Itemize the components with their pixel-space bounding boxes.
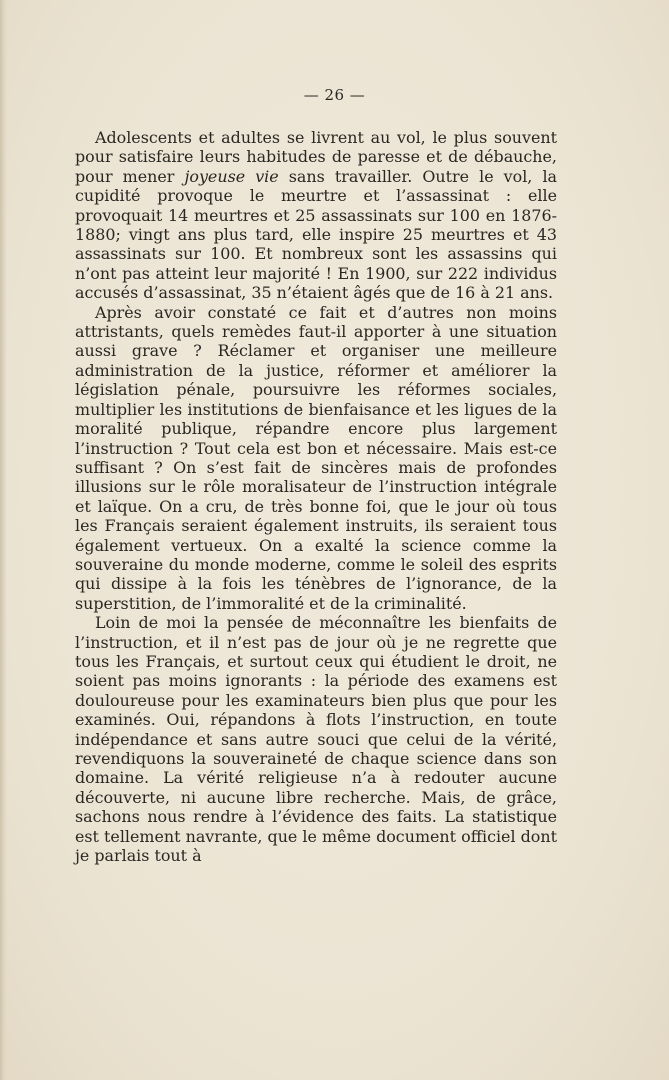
paragraph-2: Après avoir constaté ce fait et d’autres non moins attristants, quels remèdes faut-il apporter à une situation aussi grave ? Réclamer et organiser une meilleure administration de la justice, réformer et améliorer la législation pénale, poursuivre les réformes sociales, multiplier les institutions de bienfaisance et les ligues de la moralité publique, répandre encore plus largement l’instruction ? Tout cela est bon et nécessaire. Mais est-ce suffisant ? On s’est fait de sincères mais de profondes illusions sur le rôle moralisateur de l’instruction intégrale et laïque. On a cru, de très bonne foi, que le jour où tous les Français seraient également instruits, ils seraient tous également vertueux. On a exalté la science comme la souveraine du monde moderne, comme le soleil des esprits qui dissipe à la fois les ténèbres de l’ignorance, de la superstition, de l’immoralité et de la criminalité. <box>75 302 557 613</box>
paragraph-1 <box>75 128 557 303</box>
paragraph-1-start: Adolescents et adultes se livrent au vol, le plus souvent pour satisfaire leurs habitudes de paresse et de débauche, pour mener <box>75 128 557 186</box>
page-binding-edge <box>0 0 7 1080</box>
paragraph-3: Loin de moi la pensée de méconnaître les bienfaits de l’instruction, et il n’est pas de jour où je ne regrette que tous les Français, et surtout ceux qui étudient le droit, ne soient pas moins ignorants : la période des examens est douloureuse pour les examinateurs bien plus que pour les examinés. Oui, répandons à flots l’instruction, en toute indépendance et sans autre souci que celui de la vérité, revendiquons la souveraineté de chaque science dans son domaine. La vérité religieuse n’a à redouter aucune découverte, ni aucune libre recherche. Mais, de grâce, sachons nous rendre à l’évidence des faits. La statistique est tellement navrante, que le même document officiel dont je parlais tout à <box>75 613 557 866</box>
body-text <box>75 128 557 865</box>
paragraph-1-emphasis: joyeuse vie <box>184 166 279 186</box>
paragraph-1-end: sans travailler. Outre le vol, la cupidité provoque le meurtre et l’assassinat : elle provoquait 14 meurtres et 25 assassinats sur 100 en 1876-1880; vingt ans plus tard, elle inspire 25 meurtres et 43 assassinats sur 100. Et nombreux sont les assassins qui n’ont pas atteint leur majorité ! En 1900, sur 222 individus accusés d’assassinat, 35 n’étaient âgés que de 16 à 21 ans. <box>75 166 557 303</box>
page-number: — 26 — <box>303 86 366 104</box>
